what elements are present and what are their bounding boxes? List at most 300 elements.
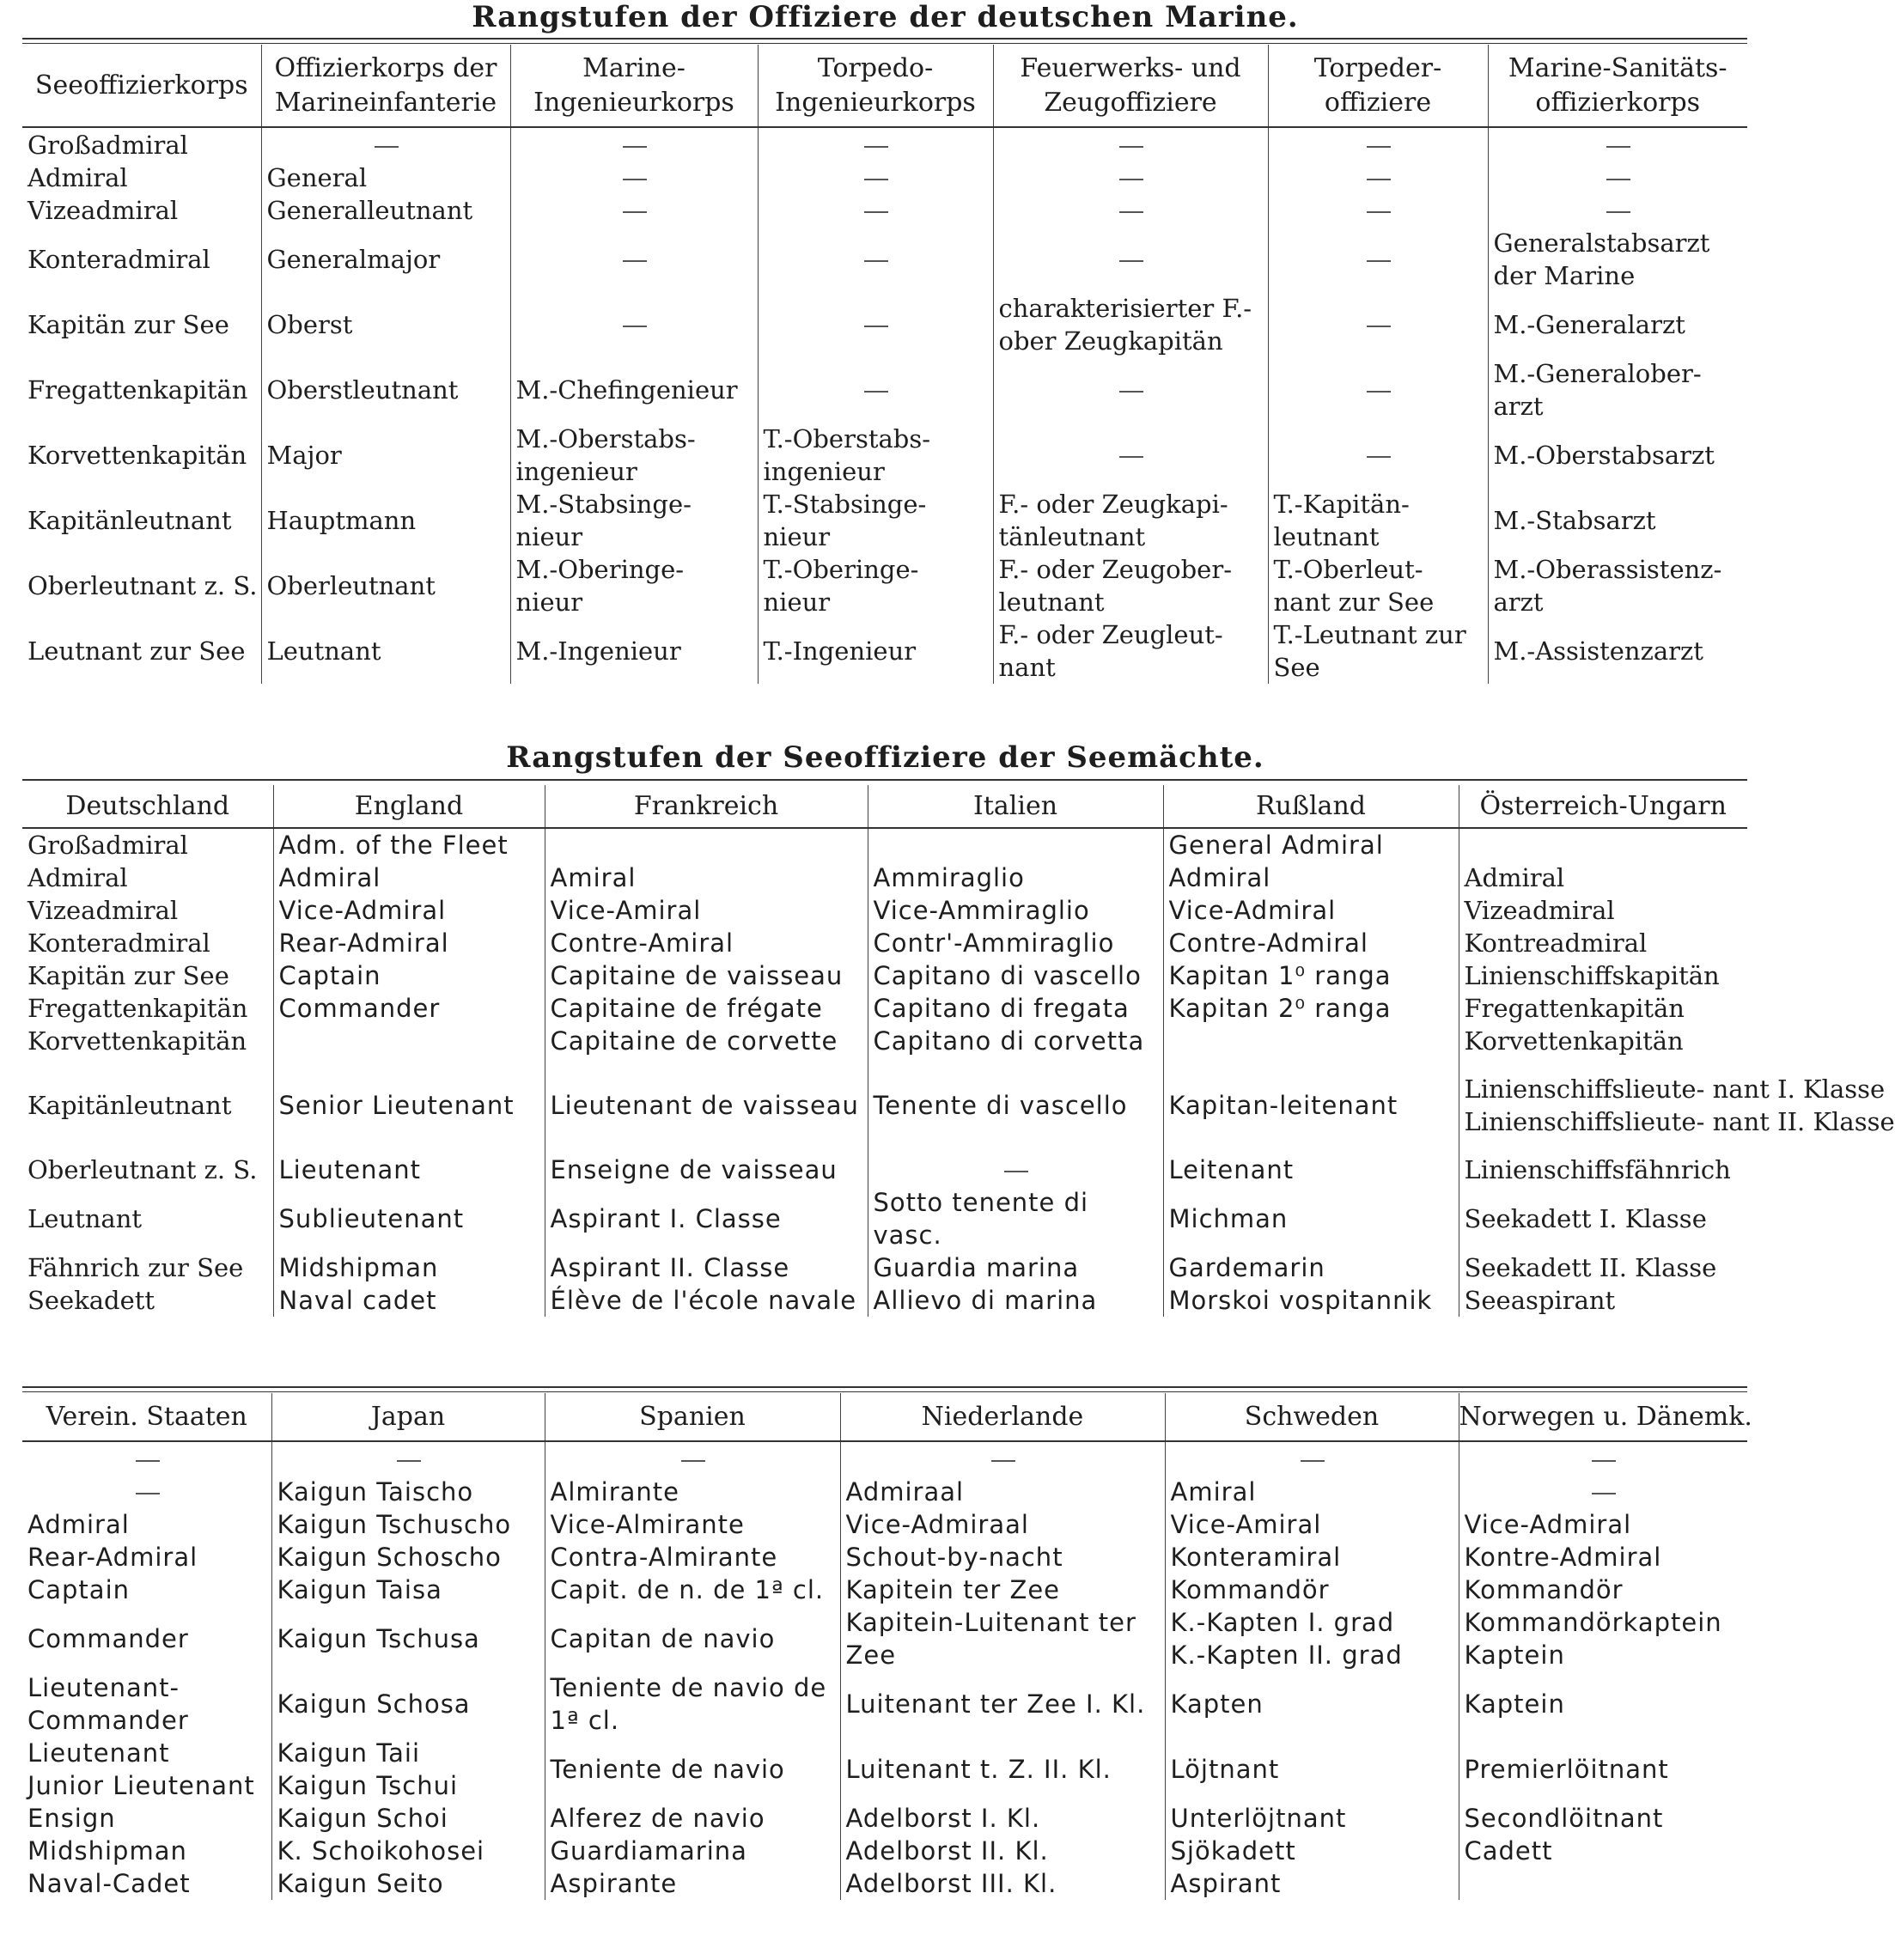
table3-cell: Almirante (545, 1476, 840, 1508)
t2-header-0: Deutschland (22, 785, 273, 828)
dash-mark (864, 211, 888, 213)
table3-cell: Aspirant (1165, 1867, 1459, 1900)
table3-cell: Kontre-Admiral (1464, 1543, 1662, 1572)
table2-cell: Capitano di corvetta (868, 1025, 1163, 1057)
dash-mark (991, 1460, 1015, 1462)
table3-cell: Sjökadett (1165, 1835, 1459, 1867)
table1-cell: Generalmajor (261, 227, 510, 292)
dash-mark (136, 1493, 160, 1494)
table3-cell: Löjtnant (1165, 1737, 1459, 1802)
table2-cell: Seekadett II. Klasse (1464, 1253, 1717, 1282)
table2-cell: Commander (273, 992, 545, 1025)
divider (22, 43, 1747, 44)
table3-cell: Contra-Almirante (545, 1541, 840, 1573)
table1-cell (758, 127, 993, 161)
table3-cell: Kaigun Taischo (271, 1476, 545, 1508)
table2-cell (868, 828, 1163, 861)
table3-cell: Kapten (1165, 1671, 1459, 1737)
table3-cell: Lieutenant- Commander (22, 1671, 271, 1737)
dash-mark (864, 326, 888, 327)
table2-cell: Fregattenkapitän (22, 992, 273, 1025)
table2-cell: Seekadett I. Klasse (1464, 1204, 1707, 1233)
t1-header-0: Seeoffizierkorps (22, 45, 261, 127)
t1-header-3: Torpedo- Ingenieurkorps (758, 45, 993, 127)
cell-line: K.-Kapten I. grad (1170, 1608, 1395, 1637)
table1-cell: Fregattenkapitän (22, 357, 261, 423)
table3-cell: Adelborst I. Kl. (840, 1802, 1165, 1835)
table1-cell: T.-Oberleut- nant zur See (1268, 553, 1488, 618)
table-row (22, 1671, 1747, 1737)
table2-cell: Allievo di marina (868, 1284, 1163, 1317)
table2-cell (1459, 1057, 1895, 1153)
table3-cell (271, 1441, 545, 1476)
table1-cell (993, 161, 1268, 194)
table2-cell (1459, 828, 1747, 861)
table3-cell: Naval-Cadet (22, 1867, 271, 1900)
table2-cell: Leitenant (1163, 1153, 1459, 1186)
table2-cell: Admiral (1464, 863, 1565, 892)
table2-title: Rangstufen der Seeoffiziere der Seemächte. (506, 740, 1264, 775)
dash-mark (1119, 260, 1143, 262)
dash-mark (1119, 146, 1143, 148)
dash-mark (1606, 211, 1630, 213)
table-row (22, 1573, 1747, 1606)
table-row (22, 861, 1747, 894)
table3-cell (840, 1441, 1165, 1476)
table1-cell (510, 161, 758, 194)
table3-cell (22, 1737, 271, 1802)
dash-mark (681, 1460, 705, 1462)
table-row (22, 292, 1747, 357)
table2-cell: Fregattenkapitän (1464, 994, 1685, 1023)
dash-mark (1301, 1460, 1325, 1462)
dash-mark (397, 1460, 421, 1462)
table2-cell: Capitano di vascello (868, 959, 1163, 992)
table2-cell: Midshipman (273, 1251, 545, 1284)
table2-cell: Contr'-Ammiraglio (868, 927, 1163, 959)
table-row (22, 959, 1747, 992)
table3-cell (1459, 1867, 1747, 1900)
table2-cell: Großadmiral (22, 828, 273, 861)
table1-cell (510, 127, 758, 161)
table2-cell: Ammiraglio (868, 861, 1163, 894)
dash-mark (1367, 260, 1391, 262)
table3-cell: Kapitein-Luitenant ter Zee (840, 1606, 1165, 1671)
table-row (22, 1441, 1747, 1476)
table1-cell (758, 357, 993, 423)
cell-line: Kommandörkaptein (1464, 1608, 1722, 1637)
t1-header-2: Marine- Ingenieurkorps (510, 45, 758, 127)
t2-header-3: Italien (868, 785, 1163, 828)
table1-cell: Kapitän zur See (22, 292, 261, 357)
table1-cell: T.-Leutnant zur See (1268, 618, 1488, 684)
dash-mark (1367, 211, 1391, 213)
table3-cell: Kaigun Schoscho (271, 1541, 545, 1573)
table2-cell: Vice-Admiral (1163, 894, 1459, 927)
table3-cell: Premierlöitnant (1464, 1755, 1669, 1784)
table2-cell: Lieutenant de vaisseau (545, 1057, 868, 1153)
dash-mark (1606, 179, 1630, 180)
table2-cell: Morskoi vospitannik (1163, 1284, 1459, 1317)
table3-naval-powers (22, 1393, 1752, 1900)
table-row (22, 1541, 1747, 1573)
t3-header-2: Spanien (545, 1393, 840, 1441)
table-row (22, 1251, 1747, 1284)
table3-cell: Konteramiral (1165, 1541, 1459, 1573)
table3-cell: Vice-Almirante (545, 1508, 840, 1541)
table1-cell: M.-Stabsarzt (1493, 506, 1656, 535)
dash-mark (623, 260, 647, 262)
table2-cell: Vice-Ammiraglio (868, 894, 1163, 927)
table1-cell: Oberleutnant (261, 553, 510, 618)
table2-cell: Vizeadmiral (22, 894, 273, 927)
table1-cell: Korvettenkapitän (22, 423, 261, 488)
table3-cell: Aspirante (545, 1867, 840, 1900)
table3-cell: Midshipman (22, 1835, 271, 1867)
table1-cell (1268, 357, 1488, 423)
table2-cell (545, 828, 868, 861)
table1-cell (510, 227, 758, 292)
table1-cell: Oberst (261, 292, 510, 357)
table2-cell: Linienschiffsfähnrich (1464, 1155, 1731, 1184)
table1-cell (758, 161, 993, 194)
table3-cell: Kaigun Tschusa (271, 1606, 545, 1671)
table3-cell: Kaigun Seito (271, 1867, 545, 1900)
t3-header-4: Schweden (1165, 1393, 1459, 1441)
dash-mark (1119, 211, 1143, 213)
dash-mark (1367, 326, 1391, 327)
dash-mark (623, 179, 647, 180)
table2-cell: Admiral (273, 861, 545, 894)
table2-cell: Sublieutenant (273, 1186, 545, 1251)
table3-cell: Kaigun Taisa (271, 1573, 545, 1606)
table1-cell (758, 292, 993, 357)
dash-mark (1004, 1171, 1028, 1172)
divider (22, 779, 1747, 781)
table1-cell (758, 194, 993, 227)
table2-cell (1163, 1025, 1459, 1057)
table1-cell: Vizeadmiral (22, 194, 261, 227)
table3-cell: Kaigun Schosa (271, 1671, 545, 1737)
dash-mark (1119, 179, 1143, 180)
table2-cell: Guardia marina (868, 1251, 1163, 1284)
cell-line: Linienschiffslieute- nant II. Klasse (1464, 1107, 1895, 1136)
table1-cell: Kapitänleutnant (22, 488, 261, 553)
table3-cell: Capitan de navio (545, 1606, 840, 1671)
table1-cell: M.-Generalober- arzt (1493, 359, 1702, 421)
table2-cell: Leutnant (22, 1186, 273, 1251)
table3-cell (545, 1441, 840, 1476)
table-row (22, 1867, 1747, 1900)
table1-cell (758, 227, 993, 292)
table1-cell: Generalstabsarzt der Marine (1493, 228, 1710, 290)
table1-cell (1268, 127, 1488, 161)
table-row (22, 194, 1747, 227)
table3-cell: Captain (22, 1573, 271, 1606)
t1-header-5: Torpeder- offiziere (1268, 45, 1488, 127)
table2-cell: Vice-Amiral (545, 894, 868, 927)
dash-mark (375, 146, 399, 148)
table1-cell: charakterisierter F.-ober Zeugkapitän (993, 292, 1268, 357)
table3-cell: Vice-Amiral (1165, 1508, 1459, 1541)
table-row (22, 161, 1747, 194)
dash-mark (1367, 456, 1391, 458)
table3-cell: Alferez de navio (545, 1802, 840, 1835)
cell-line: Kaigun Taii (277, 1738, 421, 1768)
table1-cell: F.- oder Zeugober- leutnant (993, 553, 1268, 618)
table2-cell: Capitaine de frégate (545, 992, 868, 1025)
divider (22, 38, 1747, 40)
table-row (22, 1153, 1747, 1186)
table1-cell: T.-Ingenieur (758, 618, 993, 684)
t3-header-1: Japan (271, 1393, 545, 1441)
table1-cell (993, 227, 1268, 292)
table2-cell: Kontreadmiral (1464, 928, 1648, 958)
table3-cell (1459, 1606, 1747, 1671)
table1-cell (993, 194, 1268, 227)
table-row (22, 828, 1747, 861)
t2-header-2: Frankreich (545, 785, 868, 828)
table-row (22, 1025, 1747, 1057)
table2-cell: Seekadett (22, 1284, 273, 1317)
t1-header-6: Marine-Sanitäts- offizierkorps (1508, 52, 1727, 118)
divider (22, 1386, 1747, 1388)
table2-cell: Tenente di vascello (868, 1057, 1163, 1153)
table1-cell: T.-Oberstabs- ingenieur (758, 423, 993, 488)
table3-cell (1165, 1606, 1459, 1671)
table1-cell: Generalleutnant (261, 194, 510, 227)
table3-cell: Kommandör (1464, 1575, 1624, 1604)
table1-cell: Hauptmann (261, 488, 510, 553)
table3-cell: Kaigun Tschuscho (271, 1508, 545, 1541)
table3-cell: Amiral (1165, 1476, 1459, 1508)
table3-cell: Admiraal (840, 1476, 1165, 1508)
table3-cell: Ensign (22, 1802, 271, 1835)
dash-mark (623, 146, 647, 148)
table1-cell: F.- oder Zeugleut- nant (993, 618, 1268, 684)
table2-cell: Kapitan-leitenant (1163, 1057, 1459, 1153)
table3-cell: Rear-Admiral (22, 1541, 271, 1573)
table-row (22, 127, 1747, 161)
table2-cell: Admiral (22, 861, 273, 894)
table3-cell: Teniente de navio de 1ª cl. (545, 1671, 840, 1737)
table1-cell: Leutnant zur See (22, 618, 261, 684)
table3-cell: Teniente de navio (545, 1737, 840, 1802)
dash-mark (136, 1460, 160, 1462)
table-row (22, 488, 1747, 553)
dash-mark (864, 260, 888, 262)
table3-cell: Schout-by-nacht (840, 1541, 1165, 1573)
cell-line: Lieutenant (27, 1738, 170, 1768)
table2-cell: Kapitan 2⁰ ranga (1163, 992, 1459, 1025)
table2-cell: Linienschiffskapitän (1464, 961, 1720, 990)
dash-mark (623, 211, 647, 213)
table1-cell: Oberstleutnant (261, 357, 510, 423)
table2-cell: Aspirant II. Classe (545, 1251, 868, 1284)
divider (22, 1391, 1747, 1392)
table1-officer-ranks (22, 45, 1747, 684)
dash-mark (864, 391, 888, 393)
table2-cell: Gardemarin (1163, 1251, 1459, 1284)
table3-cell: Secondlöitnant (1464, 1804, 1664, 1833)
table3-cell: Luitenant t. Z. II. Kl. (840, 1737, 1165, 1802)
table2-cell (273, 1025, 545, 1057)
table-row (22, 1802, 1747, 1835)
table2-cell: Lieutenant (273, 1153, 545, 1186)
table1-cell: T.-Oberinge- nieur (758, 553, 993, 618)
table1-cell: T.-Stabsinge- nieur (758, 488, 993, 553)
dash-mark (1367, 179, 1391, 180)
table3-cell: Kapitein ter Zee (840, 1573, 1165, 1606)
t1-header-4: Feuerwerks- und Zeugoffiziere (993, 45, 1268, 127)
t3-header-3: Niederlande (840, 1393, 1165, 1441)
table3-cell: Luitenant ter Zee I. Kl. (840, 1671, 1165, 1737)
table2-cell: Adm. of the Fleet (273, 828, 545, 861)
table1-cell (1268, 227, 1488, 292)
table1-cell (261, 127, 510, 161)
table-row (22, 1508, 1747, 1541)
table2-cell: Admiral (1163, 861, 1459, 894)
t2-header-4: Rußland (1163, 785, 1459, 828)
table1-cell (993, 127, 1268, 161)
table1-cell: F.- oder Zeugkapi- tänleutnant (993, 488, 1268, 553)
dash-mark (1592, 1460, 1616, 1462)
table3-cell: Adelborst II. Kl. (840, 1835, 1165, 1867)
table3-cell (22, 1476, 271, 1508)
table1-cell: Oberleutnant z. S. (22, 553, 261, 618)
table3-cell (1165, 1441, 1459, 1476)
table2-cell: Captain (273, 959, 545, 992)
table1-cell: Leutnant (261, 618, 510, 684)
table1-cell: M.-Oberinge- nieur (510, 553, 758, 618)
table1-cell: M.-Generalarzt (1493, 310, 1685, 339)
table-row (22, 1186, 1747, 1251)
table1-cell: Admiral (22, 161, 261, 194)
table2-cell: Konteradmiral (22, 927, 273, 959)
table-row (22, 1284, 1747, 1317)
table2-cell: Senior Lieutenant (273, 1057, 545, 1153)
table2-cell: Contre-Admiral (1163, 927, 1459, 959)
table1-cell: Großadmiral (22, 127, 261, 161)
table2-cell: Korvettenkapitän (22, 1025, 273, 1057)
table2-cell: Enseigne de vaisseau (545, 1153, 868, 1186)
table2-cell: Amiral (545, 861, 868, 894)
table3-cell (271, 1737, 545, 1802)
dash-mark (864, 179, 888, 180)
table-row (22, 553, 1747, 618)
table2-cell: Contre-Amiral (545, 927, 868, 959)
table1-cell (1268, 194, 1488, 227)
dash-mark (1367, 146, 1391, 148)
table3-cell: Kommandör (1165, 1573, 1459, 1606)
table3-cell: Kaptein (1464, 1689, 1565, 1719)
table2-cell: Vizeadmiral (1464, 896, 1615, 925)
table1-cell (1488, 161, 1747, 194)
table1-cell: M.-Ingenieur (510, 618, 758, 684)
dash-mark (1606, 146, 1630, 148)
table2-cell: Korvettenkapitän (1464, 1026, 1684, 1056)
table2-cell: Capitaine de vaisseau (545, 959, 868, 992)
table1-cell: Major (261, 423, 510, 488)
table3-cell (22, 1441, 271, 1476)
table-row (22, 357, 1747, 423)
dash-mark (1367, 391, 1391, 393)
table-row (22, 1606, 1747, 1671)
table1-cell: M.-Oberassistenz- arzt (1493, 555, 1722, 617)
table-row (22, 927, 1747, 959)
table3-cell: Kaigun Schoi (271, 1802, 545, 1835)
table2-cell: Fähnrich zur See (22, 1251, 273, 1284)
table3-cell: Guardiamarina (545, 1835, 840, 1867)
table3-cell: Commander (22, 1606, 271, 1671)
table1-cell (510, 194, 758, 227)
t3-header-0: Verein. Staaten (22, 1393, 271, 1441)
table-row (22, 227, 1747, 292)
table1-cell: M.-Oberstabs- ingenieur (510, 423, 758, 488)
table2-cell: Oberleutnant z. S. (22, 1153, 273, 1186)
table3-cell: Adelborst III. Kl. (840, 1867, 1165, 1900)
t3-header-5: Norwegen u. Dänemk. (1459, 1401, 1752, 1432)
table-row (22, 1476, 1747, 1508)
table2-cell: Seeaspirant (1464, 1286, 1616, 1315)
table-row (22, 423, 1747, 488)
table1-cell: General (261, 161, 510, 194)
table-row (22, 894, 1747, 927)
table3-cell (1459, 1476, 1747, 1508)
table1-cell (510, 292, 758, 357)
dash-mark (1119, 391, 1143, 393)
table2-cell: Capitano di fregata (868, 992, 1163, 1025)
dash-mark (1119, 456, 1143, 458)
table-row (22, 618, 1747, 684)
table2-cell: Capitaine de corvette (545, 1025, 868, 1057)
table3-cell: Vice-Admiral (1464, 1510, 1632, 1539)
table1-cell (993, 357, 1268, 423)
table2-cell: Vice-Admiral (273, 894, 545, 927)
table1-cell: T.-Kapitän- leutnant (1268, 488, 1488, 553)
table3-cell: K. Schoikohosei (271, 1835, 545, 1867)
dash-mark (864, 146, 888, 148)
table-row (22, 992, 1747, 1025)
table2-cell: Michman (1163, 1186, 1459, 1251)
table3-cell: Cadett (1464, 1836, 1553, 1866)
cell-line: Kaptein (1464, 1640, 1565, 1670)
table1-cell (1268, 161, 1488, 194)
dash-mark (623, 326, 647, 327)
table2-cell: Rear-Admiral (273, 927, 545, 959)
table1-cell (1488, 127, 1747, 161)
table1-cell (1488, 194, 1747, 227)
table1-cell (1268, 423, 1488, 488)
table2-cell: Sotto tenente di vasc. (868, 1186, 1163, 1251)
table2-cell (868, 1153, 1163, 1186)
table2-cell: Kapitänleutnant (22, 1057, 273, 1153)
table2-cell: Kapitan 1⁰ ranga (1163, 959, 1459, 992)
table3-cell: Capit. de n. de 1ª cl. (545, 1573, 840, 1606)
dash-mark (1592, 1493, 1616, 1494)
t1-header-1: Offizierkorps der Marineinfanterie (261, 45, 510, 127)
table2-cell: Aspirant I. Classe (545, 1186, 868, 1251)
table1-cell (993, 423, 1268, 488)
table3-cell: Unterlöjtnant (1165, 1802, 1459, 1835)
cell-line: Linienschiffslieute- nant I. Klasse (1464, 1074, 1886, 1104)
table2-naval-powers (22, 785, 1895, 1317)
table3-cell: Vice-Admiraal (840, 1508, 1165, 1541)
cell-line: Junior Lieutenant (27, 1771, 255, 1800)
table1-cell: M.-Chefingenieur (510, 357, 758, 423)
table-row (22, 1737, 1747, 1802)
table2-cell: Naval cadet (273, 1284, 545, 1317)
